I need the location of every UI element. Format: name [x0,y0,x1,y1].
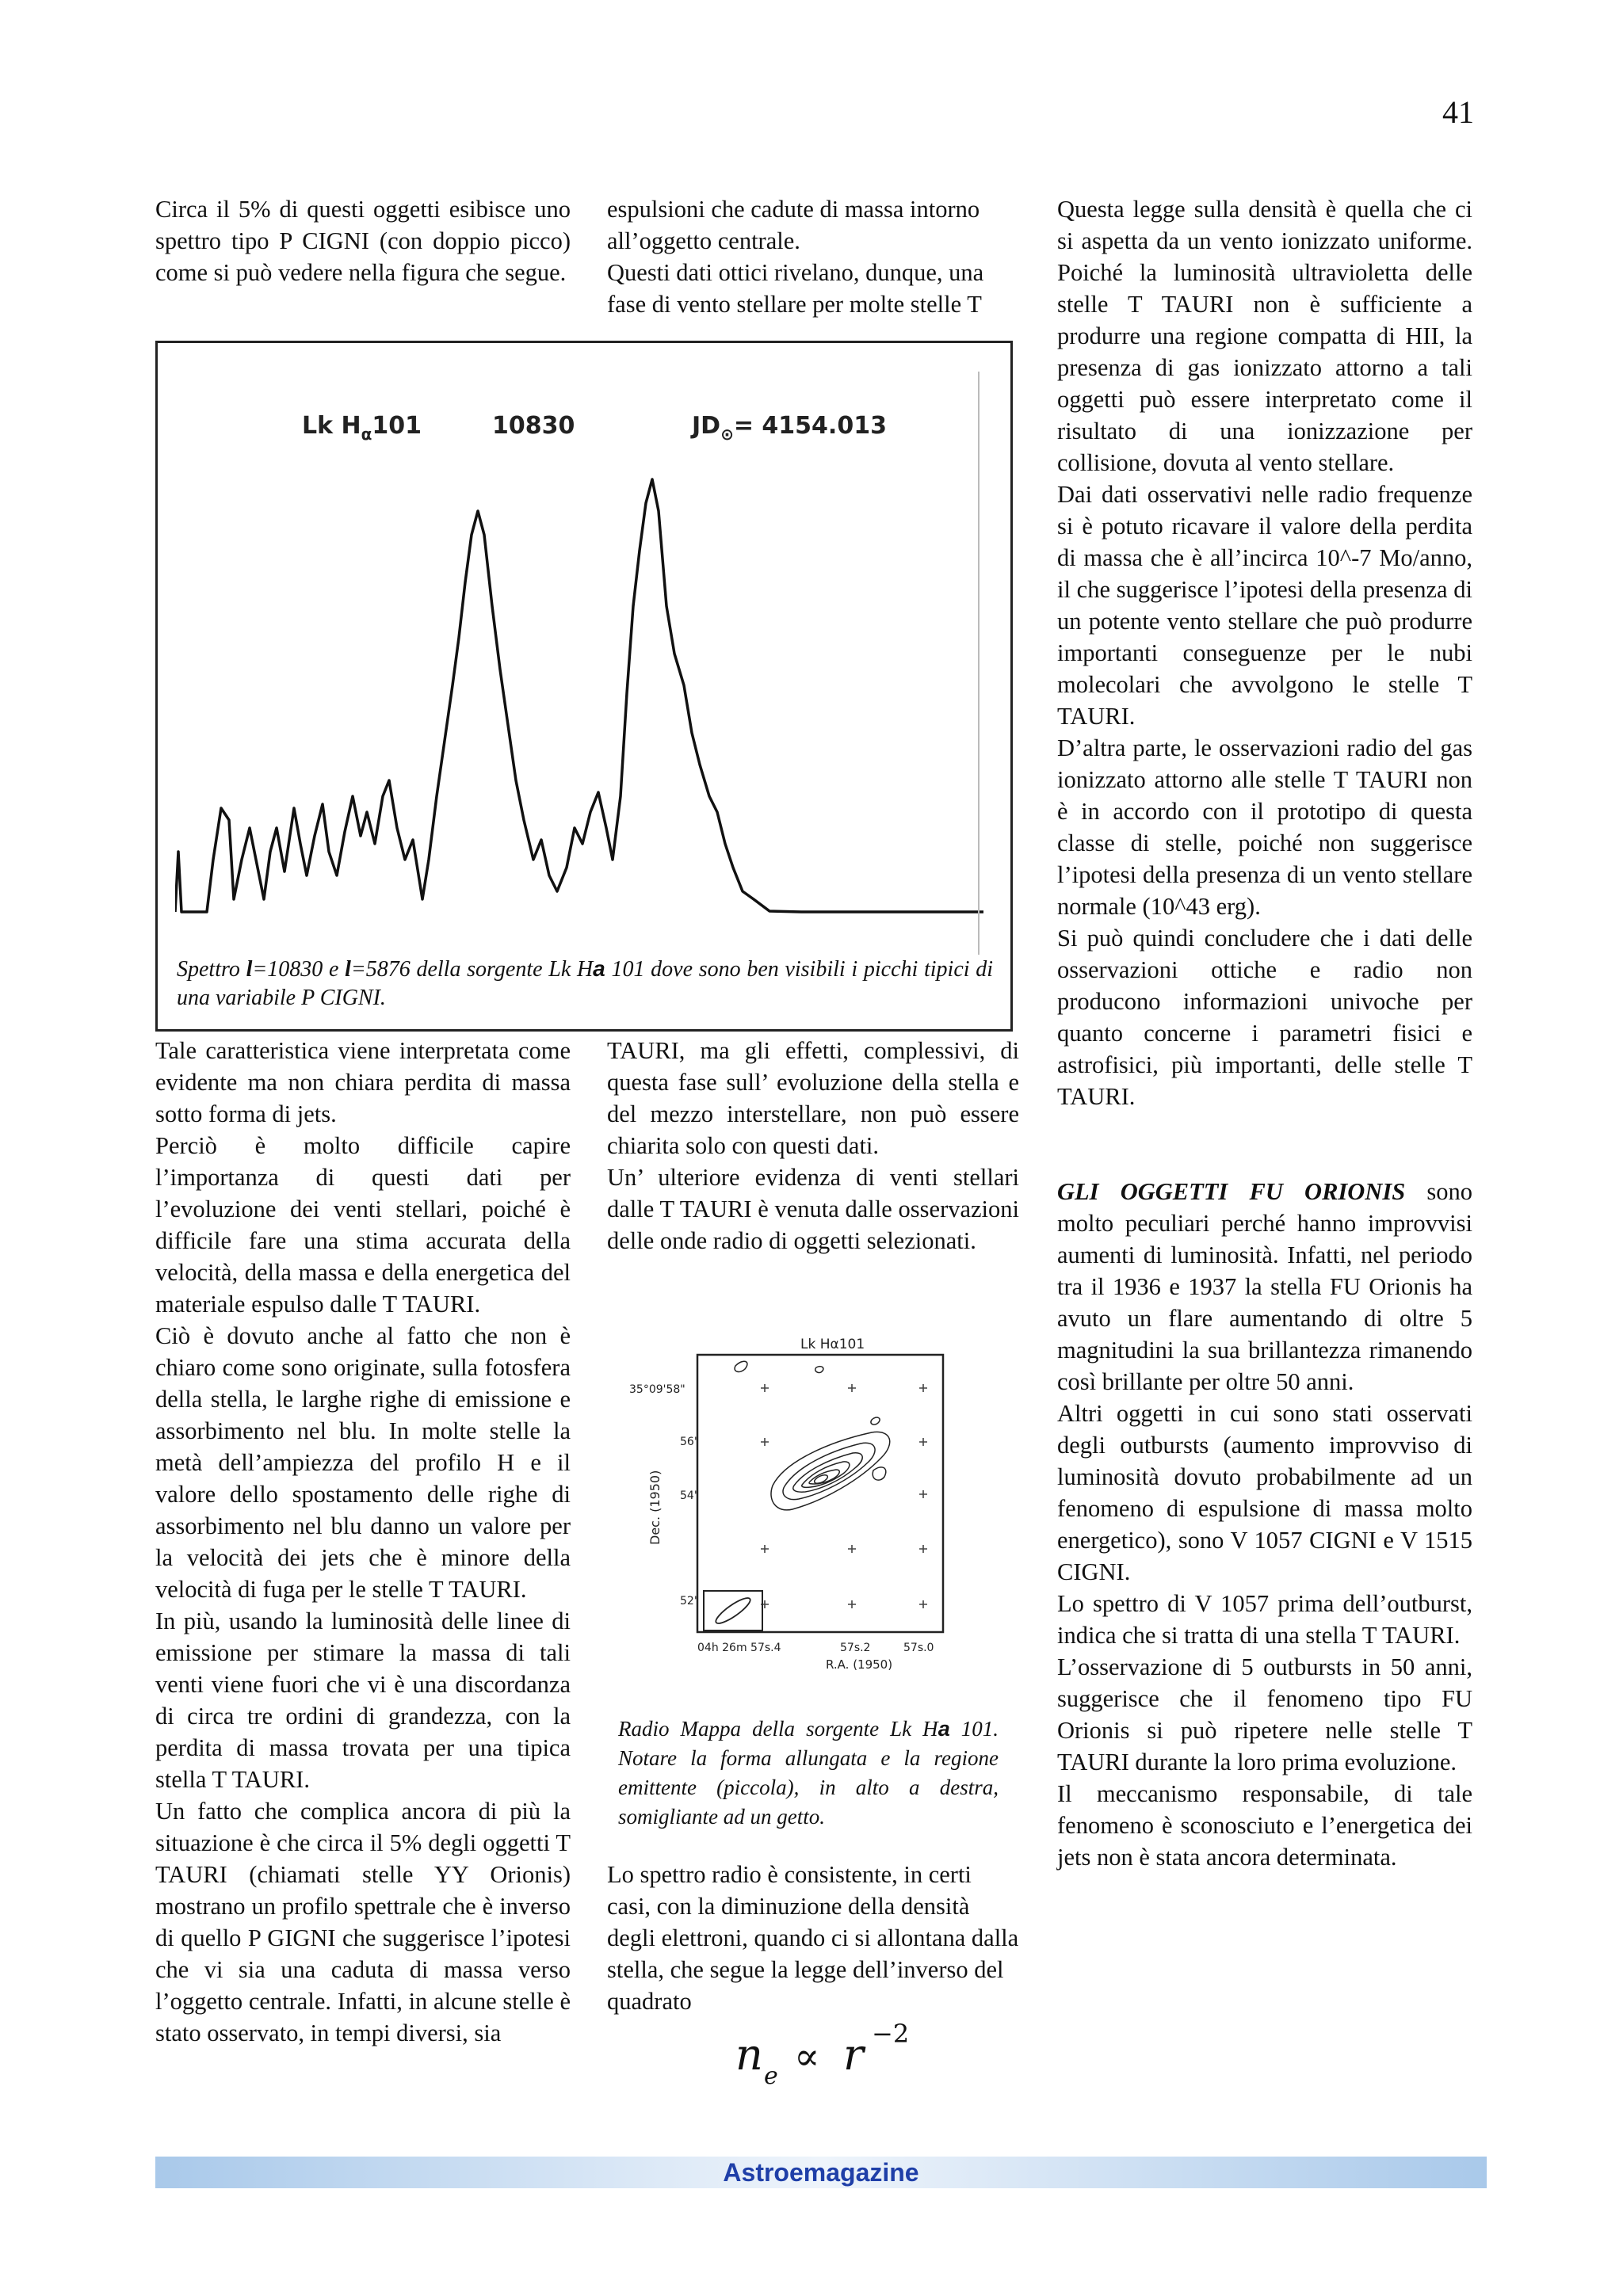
beam-box [704,1591,762,1630]
spectrum-line [175,479,983,912]
radio-map-caption: Radio Mappa della sorgente Lk Ha 101. Notare la forma allungata e la regione emittente (piccola), in alto a destra, somigliante ad un getto. [618,1717,999,1829]
paragraph: Ciò è dovuto anche al fatto che non è chiaro come sono originate, sulla fotosfera della stella, le larghe righe di emissione e assorbimento nel blu. In molte stelle la metà dell’ampiezza del profilo H e il valore dello spostamento delle righe di assorbimento nel blu danno un valore per la velocità dei jets che è minore della velocità di fuga per le stelle T TAURI. [155,1322,571,1603]
dec-tick: 35°09'58" [629,1383,685,1396]
star-label: Lk $H_\alpha 101$ [302,412,422,444]
spectrum-plot [175,353,991,955]
paragraph: L’osservazione di 5 outbursts in 50 anni, suggerisce che il fenomeno tipo FU Orionis si può ripetere nelle stelle T TAURI durante la loro prima evoluzione. [1057,1653,1472,1775]
paragraph: Perciò è molto difficile capire l’importanza di questi dati per l’evoluzione dei venti stellari, poiché è difficile fare una stima accurata della velocità, della massa e della energetica del materiale espulso dalle T TAURI. [155,1132,571,1318]
paragraph: TAURI, ma gli effetti, complessivi, di questa fase sull’ evoluzione della stella e del mezzo interstellare, non può essere chiarita solo con questi dati. [607,1037,1019,1159]
paragraph: espulsioni che cadute di massa intorno all’oggetto centrale. [607,196,980,254]
paragraph: Circa il 5% di questi oggetti esibisce uno spettro tipo P CIGNI (con doppio picco) come si può vedere nella figura che segue. [155,196,571,286]
spectrum-figure [155,341,1013,1032]
page-number: 41 [1442,94,1474,130]
beam-ellipse [713,1594,754,1627]
paragraph: Un’ ulteriore evidenza di venti stellari dalle T TAURI è venuta dalle osservazioni delle onde radio di oggetti selezionati. [607,1164,1019,1254]
footer-title: Astroemagazine [723,2158,919,2187]
dec-axis-label: Dec. (1950) [647,1470,663,1545]
julian-date-label: $JD_⊙= 4154.013$ [692,412,887,444]
paragraph: GLI OGGETTI FU ORIONIS sono molto peculiari perché hanno improvvisi aumenti di luminosità. Infatti, nel periodo tra il 1936 e 1937 la stella FU Orionis ha avuto un flare aumentando di oltre 5 magnitudini la sua brillantezza rimanendo così brillante per oltre 50 anni. [1057,1178,1472,1395]
ra-tick: 57s.0 [903,1642,934,1654]
column-1-top [155,193,571,288]
paragraph: Lo spettro radio è consistente, in certi casi, con la diminuzione della densità degli elettroni, quando ci si allontana dalla stella, che segue la legge dell’inverso del quadrato [607,1861,1019,2015]
paragraph: Il meccanismo responsabile, di tale fenomeno è sconosciuto e l’energetica dei jets non è stata ancora determinata. [1057,1780,1472,1871]
column-2-after-map [607,1859,1019,2017]
spacer [1057,1144,1472,1176]
column-3 [1057,193,1472,1873]
paragraph: Un fatto che complica ancora di più la situazione è che circa il 5% degli oggetti T TAURI (chiamati stelle YY Orionis) mostrano un profilo spettrale che è inverso di quello P GIGNI che suggerisce l’ipotesi che vi sia una caduta di massa verso l’oggetto centrale. Infatti, in alcune stelle è stato osservato, in tempi diversi, sia [155,1798,571,2046]
paragraph: Questi dati ottici rivelano, dunque, una fase di vento stellare per molte stelle T [607,259,984,318]
spacer [1057,1112,1472,1144]
ra-axis-label: R.A. (1950) [826,1657,893,1672]
dec-tick: 56" [680,1436,700,1448]
formula-n: n [735,2030,763,2080]
paragraph: D’altra parte, le osservazioni radio del gas ionizzato attorno alle stelle T TAURI non è in accordo con il prototipo di questa classe di stelle, poiché non suggerisce l’ipotesi della presenza di un vento stellare normale (10^43 erg). [1057,734,1472,920]
formula-exponent: −2 [872,2019,910,2049]
footer-bar [155,2157,1487,2188]
ra-tick: 04h 26m 57s.4 [697,1642,781,1654]
column-2-bottom [607,1035,1019,1257]
paragraph: Lo spettro di V 1057 prima dell’outburst, indica che si tratta di una stella T TAURI. [1057,1590,1472,1649]
dec-tick: 54" [680,1489,700,1502]
column-2-top [607,193,1019,320]
formula-r: r [843,2030,864,2080]
paragraph: Questa legge sulla densità è quella che ci si aspetta da un vento ionizzato uniforme. Poiché la luminosità ultravioletta delle stelle T TAURI non è sufficiente a produrre una regione compatta di HII, la presenza di gas ionizzato attorno a tali oggetti può essere interpretato come il risultato di una ionizzazione per collisione, dovuta al vento stellare. [1057,196,1472,476]
paragraph: Dai dati osservativi nelle radio frequenze si è potuto ricavare il valore della perdita di massa che è all’incirca 10^-7 Mo/anno, il che suggerisce l’ipotesi della presenza di un potente vento stellare che può produrre importanti conseguenze per le nubi molecolari che avvolgono le stelle T TAURI. [1057,481,1472,730]
wavelength-label: 10830 [492,412,575,440]
paragraph: Tale caratteristica viene interpretata come evidente ma non chiara perdita di massa sotto forma di jets. [155,1037,571,1127]
dec-tick: 52" [680,1595,700,1608]
formula-subscript: e [764,2062,778,2090]
density-formula [729,2019,935,2090]
paragraph: Si può quindi concludere che i dati delle osservazioni ottiche e radio non producono informazioni univoche per quanto concerne i parametri fisici e astrofisici, più importanti, delle stelle T TAURI. [1057,925,1472,1110]
fu-orionis-heading: GLI OGGETTI FU ORIONIS [1057,1178,1406,1205]
ra-tick: 57s.2 [840,1642,871,1654]
grid-marks [761,1384,927,1608]
paragraph: Altri oggetti in cui sono stati osservati degli outbursts (aumento improvviso di luminosità dovuto probabilmente ad un fenomeno di espulsione di massa molto energetico), sono V 1057 CIGNI e V 1515 CIGNI. [1057,1400,1472,1585]
contour-lines [735,1361,890,1510]
spectrum-caption: Spettro l=10830 e l=5876 della sorgente Lk Ha 101 dove sono ben visibili i picchi tipici di una variabile P CIGNI. [177,956,994,1010]
formula-proportional: ∝ [794,2035,820,2079]
radio-map-title: Lk Hα101 [800,1337,865,1352]
paragraph: In più, usando la luminosità delle linee di emissione per stimare la massa di tali venti viene fuori che vi è una discordanza di circa tre ordini di grandezza, con la perdita di massa trovata per una tipica stella T TAURI. [155,1608,571,1793]
radio-map-figure [618,1331,999,1688]
column-1-bottom [155,1035,571,2049]
